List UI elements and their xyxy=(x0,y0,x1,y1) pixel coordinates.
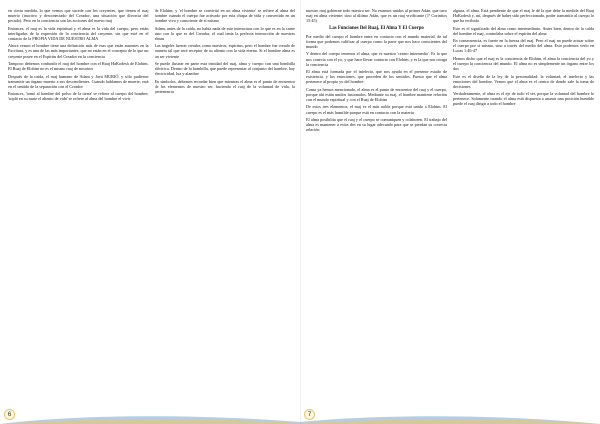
page-number-badge: 7 xyxy=(304,409,315,420)
body-paragraph: Las ángeles fueron creados como nuestros, espíritus, pero el hombre fue creado de manera tal que será receptor de su aliento con la vida eterna. Si el hombre alma es un ser viviente xyxy=(154,43,295,59)
body-paragraph: Entonces, el ruaj es la vida espiritual y el alma es la vida del cuerpo, pero están interligadas de la expresión de la conciencia del creyente, sin que esté en el contacto de la PROPIA VIDA DE NUESTRO ALMA xyxy=(8,25,149,41)
body-paragraph: Ahora vemos el hombre tiene una definición más de esas que están ausentes en la Escritura, y es una de las más importantes, que no están en el concepto de lo que un creyente posee en el Espíritu del Creador en la conciencia xyxy=(8,43,149,59)
page-number-badge: 6 xyxy=(4,409,15,420)
body-paragraph: Y dentro del cuerpo tenemos el alma, que es nuestro 'centro intermedio'. Es la que nos conecta con el yo, y que hace llevar contacto con Elohim, y es la que nos otorga la conciencia xyxy=(306,51,447,67)
body-paragraph: En consecuencia, es fuerte en la fuerza del ruaj. Pero el ruaj no puede actuar sobre el cuerpo por sí mismo, sino a través del medio del alma. Esto podemos verlo en Lucas 1:46-47 xyxy=(453,38,594,54)
section-heading: Las Funciones Del Ruaj, El Alma Y El Cuerpo xyxy=(329,25,424,31)
body-paragraph: Este es el significado del alma como intermediario. Antes bien, dentro de la caída del hombre el ruaj, controlaba sobre el espíritu del alma xyxy=(453,25,594,36)
footer-swoosh-left xyxy=(0,412,300,424)
body-paragraph: de Elohim; y 'el hombre se convirtió en un alma viviente' se refiere al alma del hombre cuando el cuerpo fue activado por esta chispa de vida y convertido en un hombre vivo y consciente de sí mismo xyxy=(154,8,295,24)
body-paragraph: El alma posibilita que el ruaj y el cuerpo se comuniquen y colaboren. El trabajo del alma es mantener a estos dos en su lugar adecuado para que se pierdan su correcta relación xyxy=(306,117,447,133)
right-column-2 xyxy=(453,8,594,406)
left-column-2 xyxy=(155,8,296,406)
body-paragraph: Adam, antes de la caída, no había nada de este interactuar con lo que es en la carne sino con lo que es del Creador, el cual tenía la perfecta interacción de nuestras almas xyxy=(154,25,295,41)
body-paragraph: nuestro ruaj gobierne todo nuestro ser. No estamos unidos al primer Adán, que tuvo ruaj en alma viviente; sino al último Adán, que es un ruaj vivificante (1ª Corintios 15:45) xyxy=(306,8,447,24)
body-paragraph: Entonces, 'tomó al hombre del polvo de la tierra' se refiere al cuerpo del hombre; 'sopló en su nariz el aliento de vida' se refiere al alma del hombre el vivir xyxy=(8,91,149,102)
left-column-1 xyxy=(8,8,149,406)
body-paragraph: Este es el diseño de la ley de la personalidad: la voluntad, el intelecto y las emociones del hombre. Vemos que el alma es el centro de donde sale la toma de decisiones xyxy=(453,73,594,89)
body-paragraph: alguna, el alma. Está pendiente de que el ruaj le dé la que debe la medida del Ruaj HaKodesh y, así, después de haber sido perfeccionado, poder transmitir al cuerpo lo que ha recibido xyxy=(453,8,594,24)
body-paragraph: En símbolos, debemos recordar bien que mientras el alma es el punto de encuentro de los elementos de nuestro ser, haciendo el ruaj de la voluntad de vida, la pertenencia xyxy=(154,78,295,94)
right-page xyxy=(300,0,600,424)
footer-swoosh-right xyxy=(300,412,600,424)
body-paragraph: Verdaderamente, el alma es el eje de todo el ser, porque la voluntad del hombre le pertenece. Solamente cuando el alma está dispuesta a asumir una posición humilde puede el ruaj dirigir a todo el hombre xyxy=(453,91,594,107)
body-paragraph: El alma está formada por el intelecto, que nos ayuda en el presente estado de existencia, y los emociones, que proceden de los sentidos. Puesto que el alma pertenece al propio yo del hombre xyxy=(306,69,447,85)
right-column-1 xyxy=(306,8,447,406)
body-paragraph: Hemos dicho que el ruaj es la conciencia de Elohim, el alma la conciencia del yo y el cuerpo la conciencia del mundo. El alma no es simplemente un órgano entre los dos xyxy=(453,55,594,72)
body-paragraph: en cierta medida, lo que vemos que sucede con los creyentes, que tienen el ruaj muerto (inactivo y desconectado del Creador, una situación que divorcia del pecado). Pero en la conciencia son las acciones del nuevo ruaj xyxy=(8,8,149,24)
body-paragraph: Tampoco debemos confundir el ruaj del hombre con el Ruaj HaKodesh de Elohim. El Ruaj de Elohim no es el mismo ruaj de nosotros xyxy=(8,61,149,72)
body-paragraph: De estos tres elementos, el ruaj es el más noble porque está unido a Elohim. El cuerpo es el más humilde porque está en contacto con la materia xyxy=(306,104,447,115)
body-paragraph: Por medio del cuerpo el hombre entra en contacto con el mundo material, de tal forma que podemos calificar al cuerpo como la parte que nos hace conscientes del mundo xyxy=(306,33,447,49)
body-paragraph: Después de la caída, el ruaj humano de Adam y Javá MURIÓ, y sólo pudieron transmitir un órgano muerto a sus descendientes. Cuando hablamos de muerte, está en el sentido de la separación con el Creador xyxy=(8,73,149,89)
body-paragraph: Como ya hemos mencionado, el alma es el punto de encuentro del ruaj y el cuerpo, porque ahí están unidos fusionados. Mediante su ruaj, el hombre mantiene relación con el mundo espiritual y con el Ruaj de Elohim xyxy=(306,86,447,102)
body-paragraph: Se puede ilustrar en parte esta trinidad del ruaj, alma y cuerpo con una bombilla eléctrica. Dentro de la bombilla, que puede representar al conjunto del hombre, hay electricidad, luz y alambre xyxy=(154,61,295,77)
